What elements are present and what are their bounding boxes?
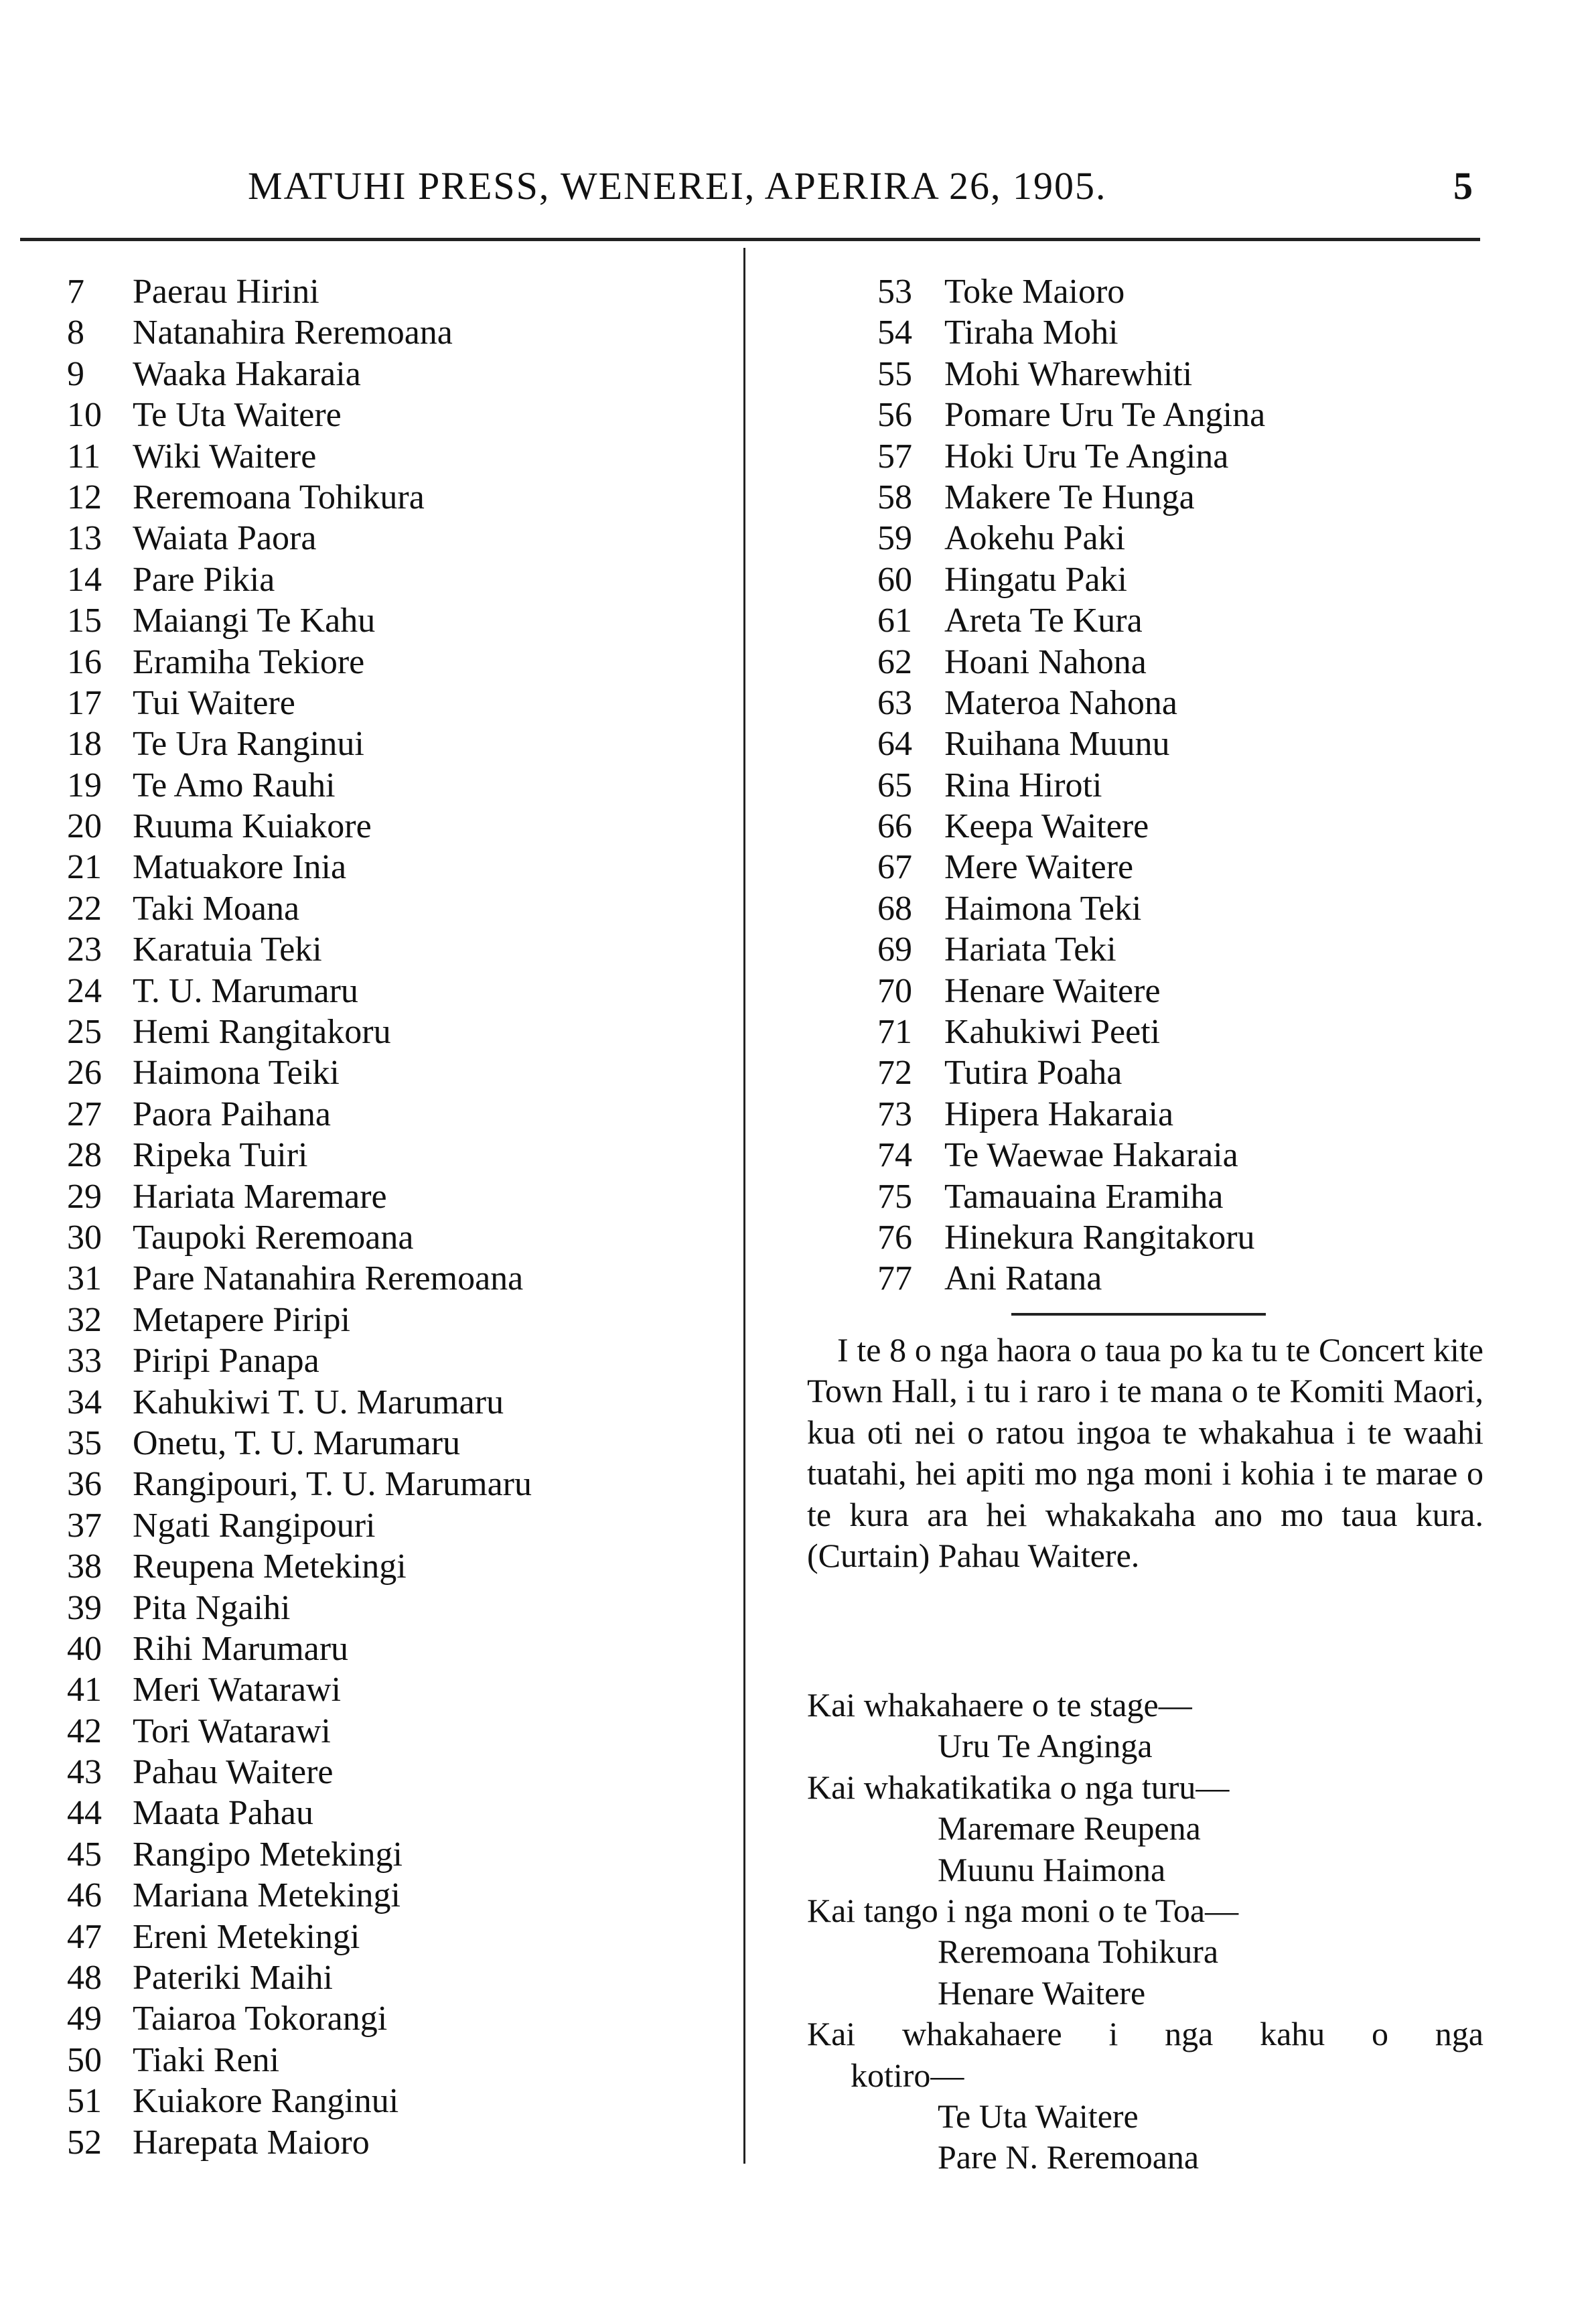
list-item [790,806,1500,847]
entry-number: 29 [67,1177,102,1216]
role-heading-toa: Kai tango i nga moni o te Toa— [807,1891,1239,1929]
role-person: Uru Te Anginga [938,1727,1153,1765]
entry-number: 58 [877,478,912,516]
entry-name: Paerau Hirini [133,273,319,311]
entry-number: 25 [67,1013,102,1052]
list-item [790,642,1500,683]
list-item [790,518,1500,559]
entry-name: Toke Maioro [944,273,1125,311]
entry-name: Tui Waitere [133,683,295,722]
list-item [67,847,723,888]
entry-name: Tamauaina Eramiha [944,1177,1224,1216]
list-item [67,806,723,847]
entry-number: 14 [67,560,102,599]
entry-number: 74 [877,1136,912,1175]
entry-number: 40 [67,1629,102,1668]
entry-name: Kahukiwi Peeti [944,1013,1161,1052]
page-title: MATUHI PRESS, WENEREI, APERIRA 26, 1905. [248,164,1107,208]
entry-number: 43 [67,1753,102,1792]
entry-number: 42 [67,1712,102,1750]
list-item [67,477,723,518]
list-item [67,1011,723,1052]
entry-name: T. U. Marumaru [133,971,358,1010]
list-item [67,436,723,477]
entry-name: Hoki Uru Te Angina [944,437,1229,476]
role-heading-kahu-cont: kotiro— [851,2056,964,2094]
entry-number: 64 [877,725,912,764]
entry-number: 28 [67,1136,102,1175]
list-item [790,1176,1500,1217]
list-item [67,1793,723,1833]
list-item [67,2081,723,2121]
list-item [67,683,723,723]
entry-name: Reremoana Tohikura [133,478,425,516]
entry-name: Tori Watarawi [133,1712,331,1750]
entry-number: 70 [877,971,912,1010]
list-item [67,1340,723,1381]
entry-name: Natanahira Reremoana [133,313,453,352]
role-heading-stage: Kai whakahaere o te stage— [807,1686,1192,1724]
role-person: Maremare Reupena [938,1809,1201,1847]
role-person: Muunu Haimona [938,1850,1166,1888]
entry-number: 33 [67,1342,102,1381]
entry-name: Waaka Hakaraia [133,354,361,393]
notice-paragraph: I te 8 o nga haora o taua po ka tu te Concert kite Town Hall, i tu i raro i te mana o te Komiti Maori, kua oti nei o ratou ingoa te whakahua i te waahi tuatahi, hei apiti mo nga moni i kohia i te marae o te kura ara hei whakakaha ano mo taua kura. (Curtain) Pahau Waitere. [807,1331,1483,1575]
entry-name: Haimona Teki [944,889,1142,928]
entry-name: Pita Ngaihi [133,1588,291,1627]
entry-number: 27 [67,1095,102,1133]
entry-name: Tutira Poaha [944,1054,1122,1093]
entry-name: Te Waewae Hakaraia [944,1136,1238,1175]
entry-name: Eramiha Tekiore [133,642,365,681]
list-item [67,1176,723,1217]
entry-number: 41 [67,1671,102,1709]
list-item [790,559,1500,600]
list-item [67,1669,723,1710]
role-person: Henare Waitere [938,1973,1146,2012]
entry-name: Pateriki Maihi [133,1959,333,1998]
entry-number: 57 [877,437,912,476]
roles-list [807,1685,1483,2178]
list-item [790,847,1500,888]
entry-number: 76 [877,1218,912,1257]
list-item [67,395,723,435]
entry-number: 19 [67,766,102,805]
entry-number: 56 [877,396,912,435]
list-item [790,271,1500,312]
entry-number: 7 [67,273,84,311]
left-name-list [67,271,723,2163]
entry-number: 61 [877,602,912,640]
list-item [67,1135,723,1176]
entry-number: 13 [67,519,102,558]
entry-name: Hingatu Paki [944,560,1127,599]
list-item [67,888,723,929]
list-item [790,1217,1500,1258]
list-item [790,1258,1500,1299]
entry-name: Pomare Uru Te Angina [944,396,1266,435]
entry-number: 11 [67,437,101,476]
entry-name: Mere Waitere [944,848,1134,887]
entry-name: Makere Te Hunga [944,478,1195,516]
entry-number: 77 [877,1259,912,1298]
entry-name: Taiaroa Tokorangi [133,2000,388,2038]
entry-number: 48 [67,1959,102,1998]
entry-name: Materoa Nahona [944,683,1177,722]
entry-number: 49 [67,2000,102,2038]
entry-number: 37 [67,1506,102,1545]
list-item [67,1258,723,1299]
list-item [67,1546,723,1587]
entry-name: Rangipouri, T. U. Marumaru [133,1465,532,1504]
entry-name: Mariana Metekingi [133,1876,401,1915]
list-item [790,477,1500,518]
entry-number: 52 [67,2123,102,2162]
entry-name: Haimona Teiki [133,1054,340,1093]
entry-number: 59 [877,519,912,558]
list-item [67,312,723,353]
entry-name: Hariata Maremare [133,1177,387,1216]
entry-name: Ruihana Muunu [944,725,1170,764]
list-item [67,1916,723,1957]
entry-number: 68 [877,889,912,928]
entry-number: 21 [67,848,102,887]
entry-number: 23 [67,930,102,969]
entry-name: Hipera Hakaraia [944,1095,1174,1133]
list-item [790,436,1500,477]
list-item [67,600,723,641]
list-item [790,765,1500,806]
role-heading-kahu: Kai whakahaere i nga kahu o nga [807,2015,1483,2053]
entry-number: 46 [67,1876,102,1915]
entry-number: 47 [67,1917,102,1956]
entry-name: Reupena Metekingi [133,1547,407,1586]
list-item [67,765,723,806]
list-item [67,1998,723,2039]
list-item [790,1135,1500,1176]
entry-number: 32 [67,1300,102,1339]
list-item [67,723,723,764]
entry-number: 17 [67,683,102,722]
entry-number: 66 [877,807,912,846]
list-item [790,888,1500,929]
entry-number: 15 [67,602,102,640]
list-item [790,354,1500,395]
list-item [67,1834,723,1875]
section-divider [1011,1313,1266,1316]
entry-number: 24 [67,971,102,1010]
entry-number: 65 [877,766,912,805]
entry-number: 36 [67,1465,102,1504]
entry-number: 35 [67,1423,102,1462]
entry-name: Henare Waitere [944,971,1161,1010]
list-item [790,723,1500,764]
entry-name: Tiaki Reni [133,2040,280,2079]
list-item [67,2122,723,2163]
list-item [67,2040,723,2081]
list-item [67,1423,723,1464]
entry-name: Ripeka Tuiri [133,1136,308,1175]
list-item [790,971,1500,1011]
entry-name: Piripi Panapa [133,1342,319,1381]
list-item [67,642,723,683]
entry-name: Onetu, T. U. Marumaru [133,1423,461,1462]
list-item [67,1052,723,1093]
entry-number: 54 [877,313,912,352]
entry-number: 50 [67,2040,102,2079]
list-item [790,1011,1500,1052]
list-item [790,683,1500,723]
list-item [67,1752,723,1793]
entry-number: 12 [67,478,102,516]
list-item [67,271,723,312]
entry-number: 38 [67,1547,102,1586]
entry-number: 22 [67,889,102,928]
right-column [790,271,1500,1300]
entry-name: Ereni Metekingi [133,1917,360,1956]
entry-number: 9 [67,354,84,393]
entry-name: Hoani Nahona [944,642,1147,681]
entry-name: Kuiakore Ranginui [133,2082,399,2121]
entry-name: Mohi Wharewhiti [944,354,1193,393]
entry-number: 8 [67,313,84,352]
entry-name: Ruuma Kuiakore [133,807,372,846]
list-item [67,1711,723,1752]
entry-name: Pahau Waitere [133,1753,334,1792]
entry-number: 44 [67,1794,102,1833]
list-item [67,559,723,600]
list-item [790,1052,1500,1093]
entry-number: 55 [877,354,912,393]
list-item [67,518,723,559]
list-item [67,971,723,1011]
entry-name: Ngati Rangipouri [133,1506,376,1545]
entry-name: Maata Pahau [133,1794,314,1833]
list-item [790,312,1500,353]
entry-name: Taki Moana [133,889,300,928]
entry-name: Meri Watarawi [133,1671,342,1709]
list-item [790,395,1500,435]
entry-name: Tiraha Mohi [944,313,1118,352]
entry-number: 62 [877,642,912,681]
list-item [67,1217,723,1258]
entry-number: 73 [877,1095,912,1133]
entry-number: 63 [877,683,912,722]
list-item [67,1094,723,1135]
entry-name: Aokehu Paki [944,519,1126,558]
entry-name: Rangipo Metekingi [133,1835,403,1874]
list-item [67,929,723,970]
entry-name: Keepa Waitere [944,807,1149,846]
entry-number: 34 [67,1383,102,1421]
entry-name: Hinekura Rangitakoru [944,1218,1255,1257]
entry-number: 18 [67,725,102,764]
concert-notice [807,1330,1483,1576]
entry-number: 53 [877,273,912,311]
role-person: Pare N. Reremoana [938,2138,1200,2176]
entry-name: Karatuia Teki [133,930,322,969]
entry-name: Pare Natanahira Reremoana [133,1259,524,1298]
entry-number: 31 [67,1259,102,1298]
entry-name: Wiki Waitere [133,437,317,476]
entry-name: Matuakore Inia [133,848,347,887]
page-header [0,163,1596,224]
entry-number: 39 [67,1588,102,1627]
column-divider [743,248,745,2164]
entry-number: 72 [877,1054,912,1093]
list-item [67,1505,723,1546]
list-item [67,1464,723,1505]
page-number: 5 [1453,164,1473,208]
entry-name: Waiata Paora [133,519,317,558]
entry-name: Metapere Piripi [133,1300,350,1339]
entry-name: Maiangi Te Kahu [133,602,376,640]
entry-name: Paora Paihana [133,1095,332,1133]
list-item [67,1875,723,1916]
list-item [790,600,1500,641]
entry-name: Ani Ratana [944,1259,1102,1298]
list-item [67,1957,723,1998]
entry-number: 26 [67,1054,102,1093]
entry-number: 71 [877,1013,912,1052]
entry-name: Pare Pikia [133,560,275,599]
role-person: Te Uta Waitere [938,2097,1139,2135]
entry-number: 69 [877,930,912,969]
entry-name: Areta Te Kura [944,602,1143,640]
entry-number: 16 [67,642,102,681]
entry-number: 67 [877,848,912,887]
entry-number: 60 [877,560,912,599]
entry-name: Te Amo Rauhi [133,766,336,805]
list-item [67,354,723,395]
entry-name: Rihi Marumaru [133,1629,349,1668]
entry-name: Kahukiwi T. U. Marumaru [133,1383,504,1421]
entry-number: 51 [67,2082,102,2121]
entry-name: Rina Hiroti [944,766,1102,805]
role-heading-turu: Kai whakatikatika o nga turu— [807,1768,1230,1806]
list-item [790,929,1500,970]
list-item [67,1588,723,1628]
entry-number: 10 [67,396,102,435]
right-name-list [790,271,1500,1300]
entry-name: Te Uta Waitere [133,396,342,435]
left-column [67,271,723,2163]
entry-name: Hariata Teki [944,930,1116,969]
entry-number: 45 [67,1835,102,1874]
entry-number: 30 [67,1218,102,1257]
list-item [67,1382,723,1423]
entry-number: 75 [877,1177,912,1216]
entry-name: Harepata Maioro [133,2123,370,2162]
list-item [67,1628,723,1669]
entry-name: Te Ura Ranginui [133,725,364,764]
role-person: Reremoana Tohikura [938,1933,1219,1971]
list-item [790,1094,1500,1135]
list-item [67,1300,723,1340]
header-divider [20,238,1480,241]
entry-number: 20 [67,807,102,846]
entry-name: Taupoki Reremoana [133,1218,414,1257]
entry-name: Hemi Rangitakoru [133,1013,391,1052]
